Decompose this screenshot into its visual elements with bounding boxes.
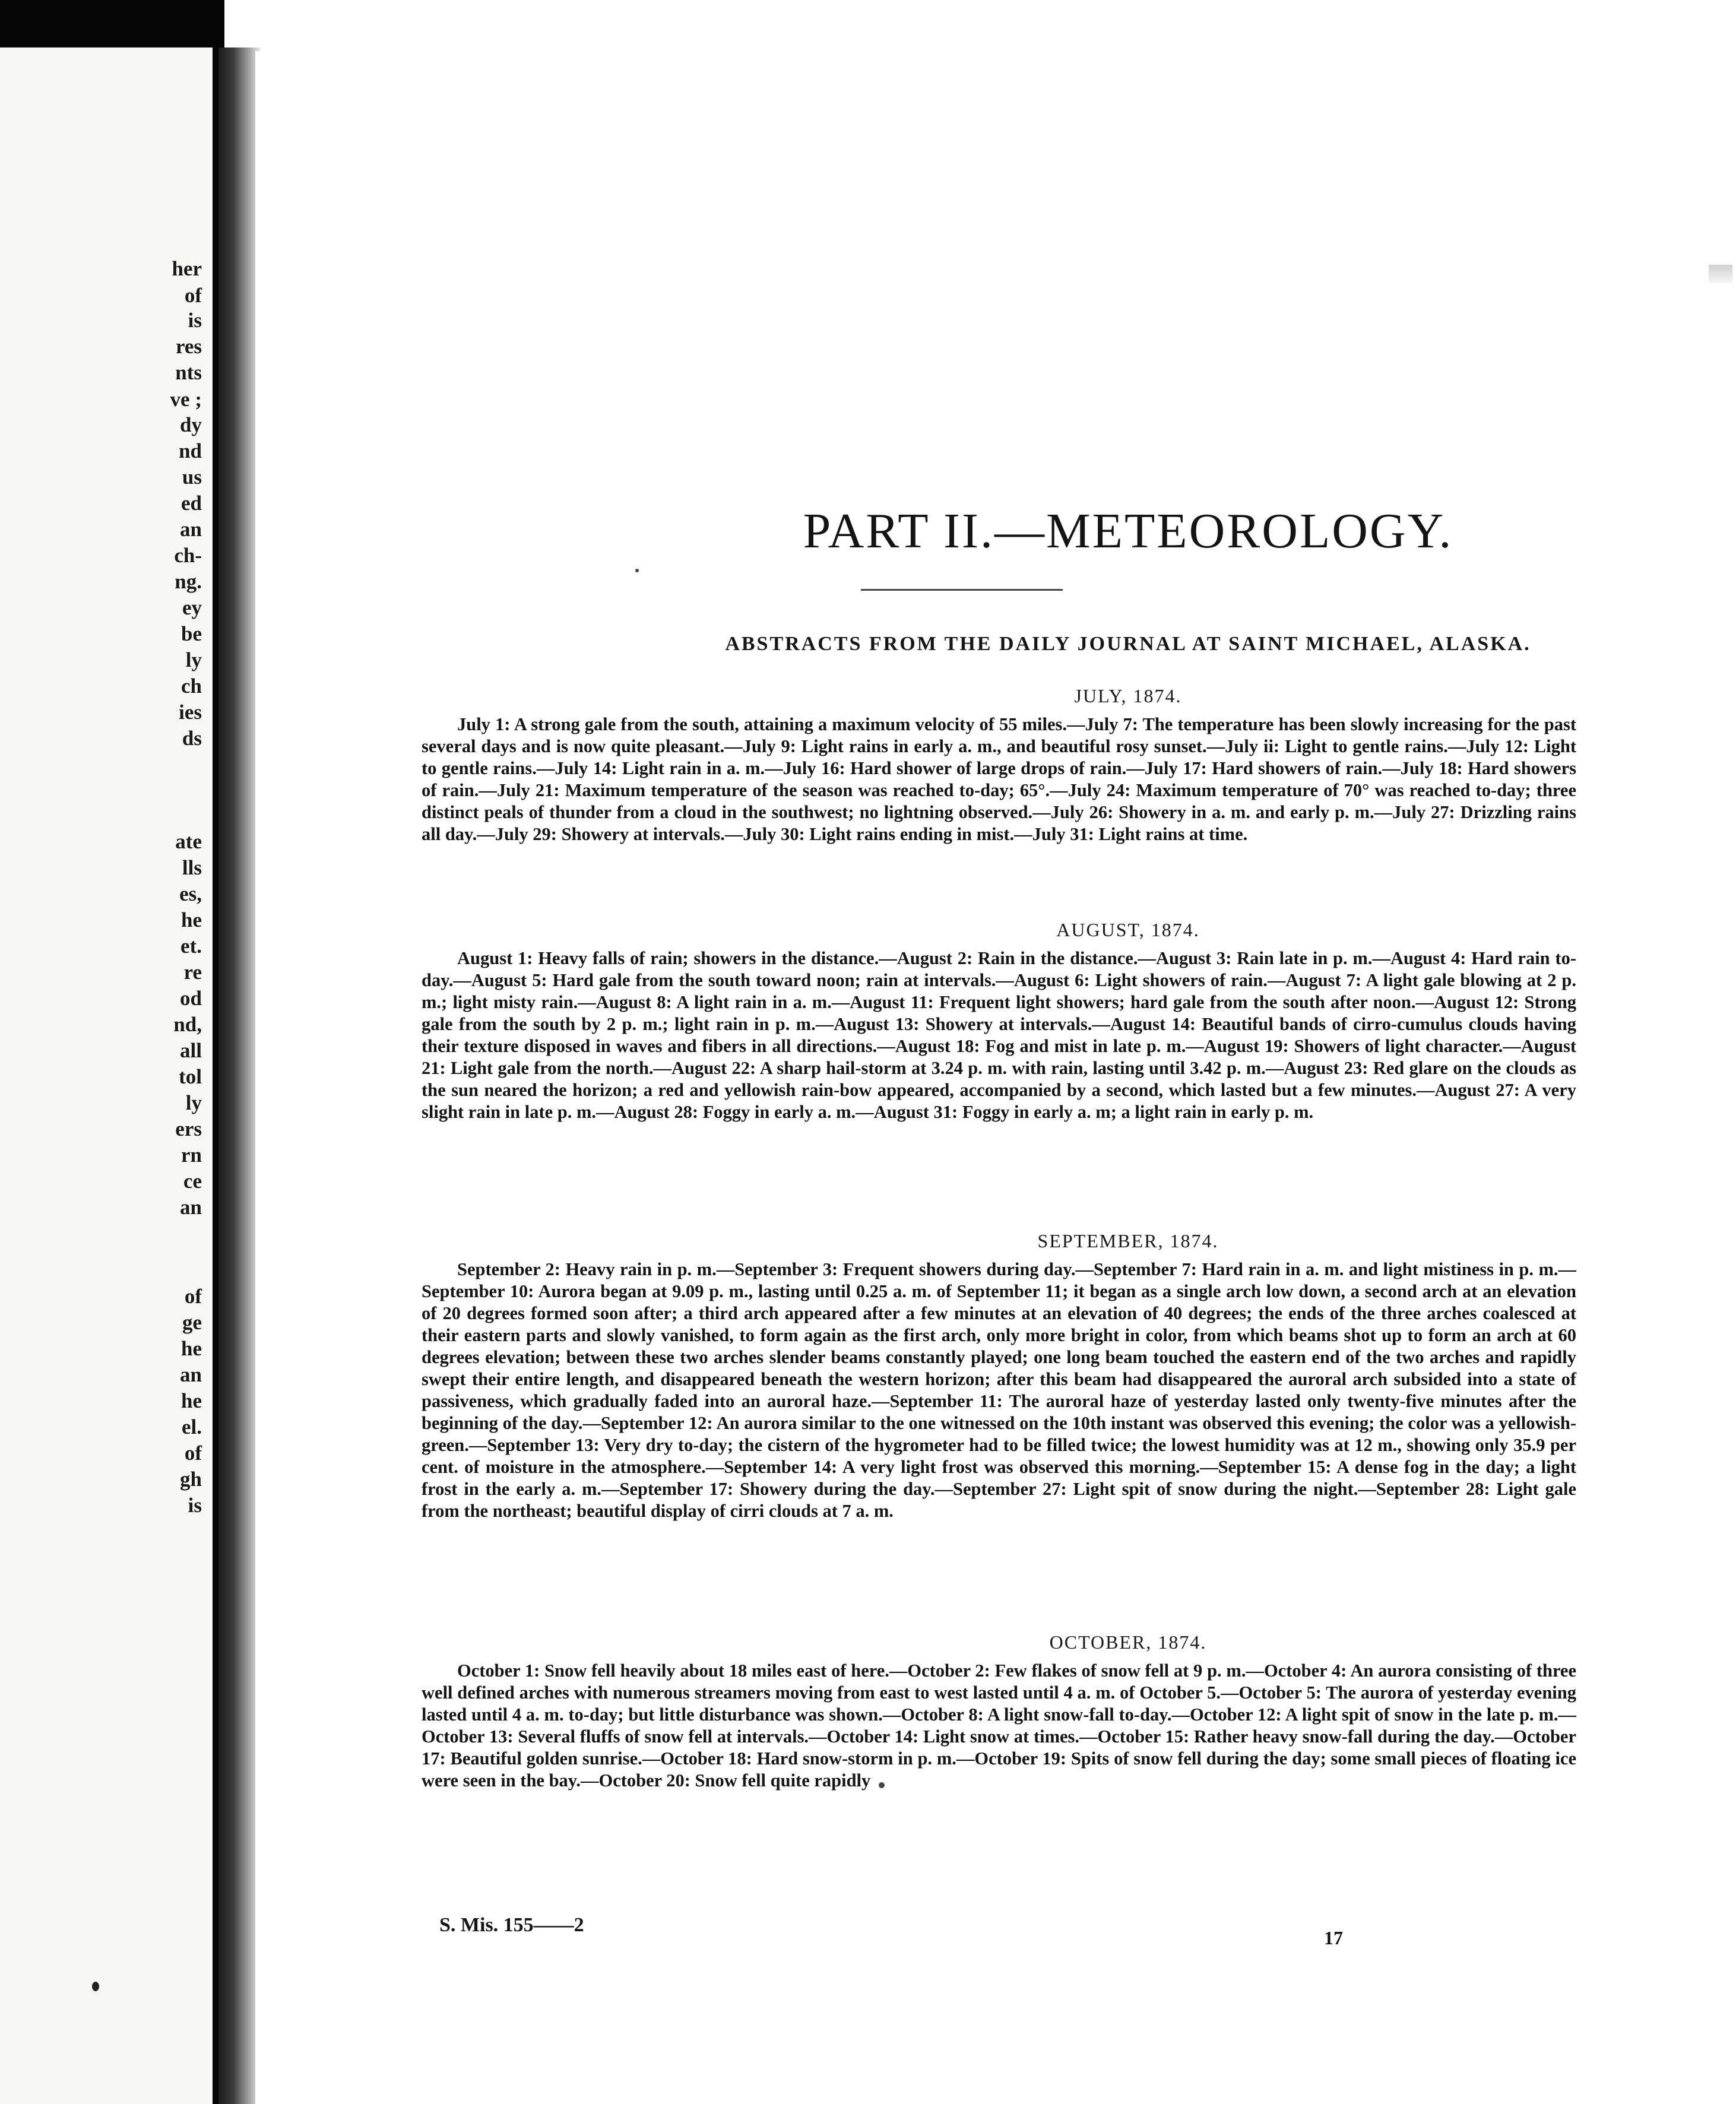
facing-page-speck	[92, 1982, 99, 1991]
page-edge-mark	[1709, 265, 1732, 283]
facing-page-fragment: ey	[182, 596, 202, 619]
facing-page-fragment: an	[180, 1363, 202, 1386]
facing-page-fragment: of	[184, 284, 202, 307]
section-body-october: October 1: Snow fell heavily about 18 miles east of here.—October 2: Few flakes of snow fell at 9 p. m.—October 4: An aurora consisting of three well defined arches with numerous streamers moving from east to west lasted until 4 a. m. of October 5.—October 5: The aurora of yesterday evening lasted until 4 a. m. to-day; but little disturbance was shown.—October 8: A light snow-fall to-day.—October 12: A light spit of snow in the late p. m.—October 13: Several fluffs of snow fell at intervals.—October 14: Light snow at times.—October 15: Rather heavy snow-fall during the day.—October 17: Beautiful golden sunrise.—October 18: Hard snow-storm in p. m.—October 19: Spits of snow fell during the day; some small pieces of floating ice were seen in the bay.—October 20: Snow fell quite rapidly	[422, 1661, 1576, 1791]
facing-page-fragment: ch-	[174, 544, 202, 567]
facing-page-fragment: is	[188, 309, 202, 332]
facing-page-fragment: he	[181, 1337, 202, 1360]
section-heading-september: SEPTEMBER, 1874.	[1037, 1230, 1219, 1251]
ink-speck	[635, 569, 639, 572]
title-divider	[861, 589, 1063, 591]
facing-page-fragment: ies	[179, 701, 202, 724]
page-title: PART II.—METEOROLOGY.	[803, 503, 1453, 559]
facing-page-fragment: ce	[183, 1170, 202, 1193]
facing-page-fragment: us	[182, 465, 202, 489]
facing-page	[0, 47, 213, 2104]
ink-speck	[879, 1782, 885, 1788]
page-number: 17	[1324, 1927, 1343, 1948]
facing-page-fragment: ate	[175, 830, 202, 853]
facing-page-fragment: ers	[175, 1117, 202, 1140]
section-body-september: September 2: Heavy rain in p. m.—September 3: Frequent showers during day.—September 7: Hard rain in a. m. and light mistiness in p. m.—September 10: Aurora began at 9.09 p. m., lasting until 0.25 a. m. of September 11; it began as a single arch low down, a second arch at an elevation of 20 degrees formed soon after; a third arch appeared after a few minutes at an elevation of 40 degrees; the ends of the three arches coalesced at their eastern parts and slowly vanished, to form again as the first arch, only more bright in color, from which beams shot up to form an arch at 60 degrees elevation; between these two arches slender beams constantly played; one long beam touched the eastern end of the two arches and rapidly swept their entire length, and disappeared beneath the western horizon; after this beam had disappeared the auroral arch subsided into a state of passiveness, which gradually faded into an auroral haze.—September 11: The auroral haze of yesterday lasted only twenty-five minutes after the beginning of the day.—September 12: An aurora similar to the one witnessed on the 10th instant was observed this evening; the color was a yellowish-green.—September 13: Very dry to-day; the cistern of the hygrometer had to be filled twice; the lowest humidity was at 12 m., showing only 35.9 per cent. of moisture in the atmosphere.—September 14: A very light frost was observed this morning.—September 15: A dense fog in the day; a light frost in the early a. m.—September 17: Showery during the day.—September 27: Light spit of snow during the night.—September 28: Light gale from the northeast; beautiful display of cirri clouds at 7 a. m.	[422, 1259, 1576, 1521]
section-heading-july: JULY, 1874.	[1074, 685, 1182, 706]
facing-page-fragment: ed	[181, 492, 202, 515]
facing-page-fragment: ds	[182, 727, 202, 750]
facing-page-fragment: ly	[185, 1091, 202, 1114]
facing-page-fragment: her	[172, 257, 202, 280]
facing-page-fragment: gh	[180, 1468, 202, 1491]
facing-page-fragment: nd,	[173, 1013, 202, 1036]
document-page	[255, 51, 1736, 2104]
facing-page-fragment: nd	[179, 439, 202, 462]
facing-page-fragment: rn	[181, 1143, 202, 1167]
facing-page-fragment: dy	[180, 413, 202, 436]
section-body-july: July 1: A strong gale from the south, attaining a maximum velocity of 55 miles.—July 7: The temperature has been slowly increasing for the past several days and is now quite pleasant.—July 9: Light rains in early a. m., and beautiful rosy sunset.—July ii: Light to gentle rains.—July 12: Light to gentle rains.—July 14: Light rain in a. m.—July 16: Hard shower of large drops of rain.—July 17: Hard showers of rain.—July 18: Hard showers of rain.—July 21: Maximum temperature of the season was reached to-day; 65°.—July 24: Maximum temperature of 70° was reached to-day; three distinct peals of thunder from a cloud in the southwest; no lightning observed.—July 26: Showery in a. m. and early p. m.—July 27: Drizzling rains all day.—July 29: Showery at intervals.—July 30: Light rains ending in mist.—July 31: Light rains at time.	[422, 714, 1576, 844]
facing-page-fragment: es,	[179, 882, 202, 905]
facing-page-fragment: ch	[181, 674, 202, 698]
facing-page-fragment: lls	[182, 856, 202, 879]
book-gutter	[218, 47, 260, 2104]
facing-page-fragment: is	[188, 1494, 202, 1517]
section-heading-october: OCTOBER, 1874.	[1049, 1631, 1207, 1653]
facing-page-fragment: an	[180, 518, 202, 541]
facing-page-fragment: he	[181, 908, 202, 931]
facing-page-fragment: ng.	[175, 570, 202, 593]
facing-page-fragment: be	[181, 622, 202, 645]
facing-page-fragment: ve ;	[170, 388, 202, 411]
facing-page-fragment: res	[175, 335, 202, 358]
section-body-august: August 1: Heavy falls of rain; showers in the distance.—August 2: Rain in the distance.—August 3: Rain late in p. m.—August 4: Hard rain to-day.—August 5: Hard gale from the south toward noon; rain at intervals.—August 6: Light showers of rain.—August 7: A light gale blowing at 2 p. m.; light misty rain.—August 8: A light rain in a. m.—August 11: Frequent light showers; hard gale from the south after noon.—August 12: Strong gale from the south by 2 p. m.; light rain in p. m.—August 13: Showery at intervals.—August 14: Beautiful bands of cirro-cumulus clouds having their texture disposed in waves and fibers in all directions.—August 18: Fog and mist in late p. m.—August 19: Showers of light character.—August 21: Light gale from the north.—August 22: A sharp hail-storm at 3.24 p. m. with rain, lasting until 3.42 p. m.—August 23: Red glare on the clouds as the sun neared the horizon; a red and yellowish rain-bow appeared, accompanied by a second, which lasted but a few minutes.—August 27: A very slight rain in late p. m.—August 28: Foggy in early a. m.—August 31: Foggy in early a. m; a light rain in early p. m.	[422, 948, 1576, 1122]
facing-page-fragment: el.	[181, 1415, 202, 1438]
facing-page-fragment: of	[184, 1441, 202, 1465]
facing-page-fragment: an	[180, 1196, 202, 1219]
facing-page-fragment: re	[183, 961, 202, 984]
facing-page-fragment: ly	[185, 648, 202, 671]
section-heading-august: AUGUST, 1874.	[1056, 919, 1200, 940]
facing-page-fragment: et.	[180, 934, 202, 958]
facing-page-fragment: tol	[179, 1065, 202, 1088]
facing-page-fragment: nts	[175, 361, 202, 384]
signature-mark: S. Mis. 155——2	[439, 1914, 584, 1936]
facing-page-fragment: ge	[182, 1311, 202, 1334]
facing-page-fragment: od	[180, 987, 202, 1010]
page-subtitle: ABSTRACTS FROM THE DAILY JOURNAL AT SAINT MICHAEL, ALASKA.	[725, 633, 1531, 655]
facing-page-fragment: all	[180, 1039, 202, 1062]
facing-page-fragment: of	[184, 1285, 202, 1308]
facing-page-fragment: he	[181, 1389, 202, 1412]
